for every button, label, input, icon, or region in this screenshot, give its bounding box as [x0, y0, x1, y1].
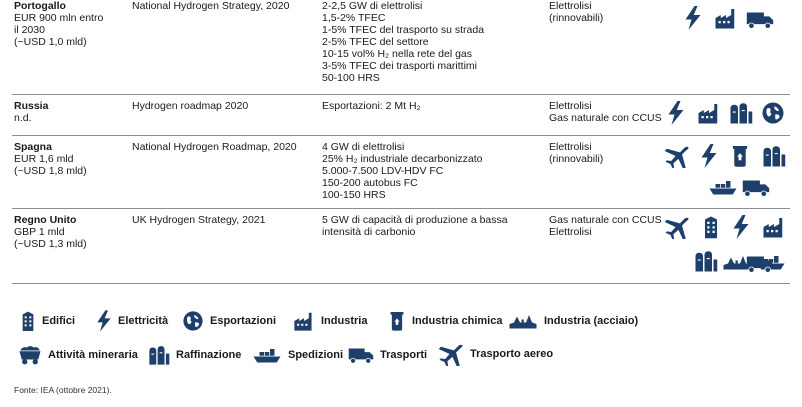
- production-cell: [549, 0, 669, 24]
- production-line: Elettrolisi: [549, 100, 592, 112]
- electricity-icon: [667, 101, 685, 125]
- table-row-portugal: [12, 0, 790, 95]
- targets-cell: [322, 141, 542, 201]
- production-line: (rinnovabili): [549, 153, 604, 165]
- target-line: 10-15 vol% H₂ nella rete del gas: [322, 48, 472, 60]
- aviation-icon: [438, 342, 464, 366]
- transport-icon: [746, 10, 774, 29]
- shipping-icon: [708, 178, 738, 196]
- budget-line: n.d.: [14, 112, 32, 124]
- target-line: Esportazioni: 2 Mt H₂: [322, 100, 421, 112]
- legend-label: Industria chimica: [412, 315, 503, 327]
- production-cell: [549, 214, 669, 238]
- budget-line: EUR 900 mln entro: [14, 12, 104, 24]
- shipping-icon: [252, 346, 282, 364]
- target-line: intensità di carbonio: [322, 226, 416, 238]
- production-cell: [549, 100, 669, 124]
- target-line: 4 GW di elettrolisi: [322, 141, 405, 153]
- production-cell: [549, 141, 669, 165]
- target-line: 5 GW di capacità di produzione a bassa: [322, 214, 508, 226]
- legend-item-buildings: [20, 310, 75, 332]
- document-cell: UK Hydrogen Strategy, 2021: [132, 214, 266, 226]
- country-cell: [14, 214, 122, 250]
- transport-icon: [746, 254, 774, 273]
- steel-industry-icon: [508, 312, 538, 330]
- legend-label: Edifici: [42, 315, 76, 327]
- aviation-icon: [664, 144, 690, 168]
- budget-line: EUR 1,6 mld: [14, 153, 74, 165]
- legend-item-refining: [148, 344, 241, 366]
- legend-label: Industria (acciaio): [544, 315, 639, 327]
- chemical-industry-icon: [388, 310, 406, 332]
- country-name: Regno Unito: [14, 214, 77, 226]
- target-line: 5.000-7.500 LDV-HDV FC: [322, 165, 444, 177]
- targets-cell: [322, 214, 542, 238]
- country-cell: [14, 0, 122, 48]
- budget-line: (~USD 1,8 mld): [14, 165, 87, 177]
- production-line: Elettrolisi: [549, 0, 592, 12]
- buildings-icon: [702, 215, 720, 239]
- budget-line: (~USD 1,0 mld): [14, 36, 87, 48]
- exports-icon: [182, 310, 204, 332]
- country-cell: [14, 141, 122, 177]
- legend-item-steel-industry: [508, 312, 638, 330]
- legend-label: Esportazioni: [210, 315, 277, 327]
- industry-icon: [697, 101, 721, 125]
- table-row-russia: [12, 97, 790, 136]
- production-line: Gas naturale con CCUS: [549, 112, 662, 124]
- legend-label: Trasporti: [380, 349, 428, 361]
- target-line: 25% H₂ industriale decarbonizzato: [322, 153, 483, 165]
- legend-label: Industria: [321, 315, 368, 327]
- electricity-icon: [700, 144, 718, 168]
- refining-icon: [694, 249, 718, 273]
- chemical-industry-icon: [730, 144, 750, 168]
- target-line: 1,5-2% TFEC: [322, 12, 386, 24]
- production-line: Elettrolisi: [549, 226, 592, 238]
- country-name: Russia: [14, 100, 49, 112]
- legend-item-aviation: [438, 342, 553, 366]
- target-line: 2-5% TFEC del settore: [322, 36, 429, 48]
- mining-icon: [18, 344, 42, 366]
- legend-label: Raffinazione: [176, 349, 242, 361]
- targets-cell: [322, 100, 542, 112]
- legend-label: Trasporto aereo: [470, 348, 554, 360]
- table-row-united-kingdom: [12, 211, 790, 284]
- legend-label: Attività mineraria: [48, 349, 138, 361]
- legend-item-exports: [182, 310, 276, 332]
- production-line: (rinnovabili): [549, 12, 604, 24]
- country-cell: [14, 100, 122, 124]
- document-cell: Hydrogen roadmap 2020: [132, 100, 249, 112]
- legend-label: Elettricità: [118, 315, 169, 327]
- budget-line: (~USD 1,3 mld): [14, 238, 87, 250]
- target-line: 1-5% TFEC del trasporto su strada: [322, 24, 485, 36]
- buildings-icon: [20, 310, 36, 332]
- electricity-icon: [732, 215, 750, 239]
- target-line: 100-150 HRS: [322, 189, 386, 201]
- budget-line: GBP 1 mld: [14, 226, 65, 238]
- industry-icon: [762, 215, 786, 239]
- aviation-icon: [664, 215, 690, 239]
- budget-line: il 2030: [14, 24, 45, 36]
- legend-item-shipping: [252, 346, 343, 364]
- transport-icon: [348, 346, 374, 364]
- legend-item-electricity: [96, 310, 168, 332]
- target-line: 150-200 autobus FC: [322, 177, 418, 189]
- industry-icon: [293, 310, 315, 332]
- legend-item-chemical-industry: [388, 310, 502, 332]
- production-line: Gas naturale con CCUS: [549, 214, 662, 226]
- table-row-spain: [12, 138, 790, 209]
- targets-cell: [322, 0, 542, 84]
- target-line: 50-100 HRS: [322, 72, 380, 84]
- target-line: 3-5% TFEC dei trasporti marittimi: [322, 60, 478, 72]
- electricity-icon: [684, 6, 702, 30]
- country-name: Portogallo: [14, 0, 66, 12]
- legend-item-industry: [293, 310, 367, 332]
- refining-icon: [148, 344, 170, 366]
- legend-item-transport: [348, 346, 427, 364]
- production-line: Elettrolisi: [549, 141, 592, 153]
- electricity-icon: [96, 310, 112, 332]
- document-cell: National Hydrogen Strategy, 2020: [132, 0, 290, 12]
- exports-icon: [761, 101, 785, 125]
- refining-icon: [762, 144, 786, 168]
- country-name: Spagna: [14, 141, 52, 153]
- legend-label: Spedizioni: [288, 349, 343, 361]
- target-line: 2-2,5 GW di elettrolisi: [322, 0, 423, 12]
- industry-icon: [714, 6, 738, 30]
- source-note: Fonte: IEA (ottobre 2021).: [14, 385, 112, 395]
- legend-item-mining: [18, 344, 138, 366]
- transport-icon: [742, 178, 770, 197]
- refining-icon: [729, 101, 753, 125]
- document-cell: National Hydrogen Roadmap, 2020: [132, 141, 297, 153]
